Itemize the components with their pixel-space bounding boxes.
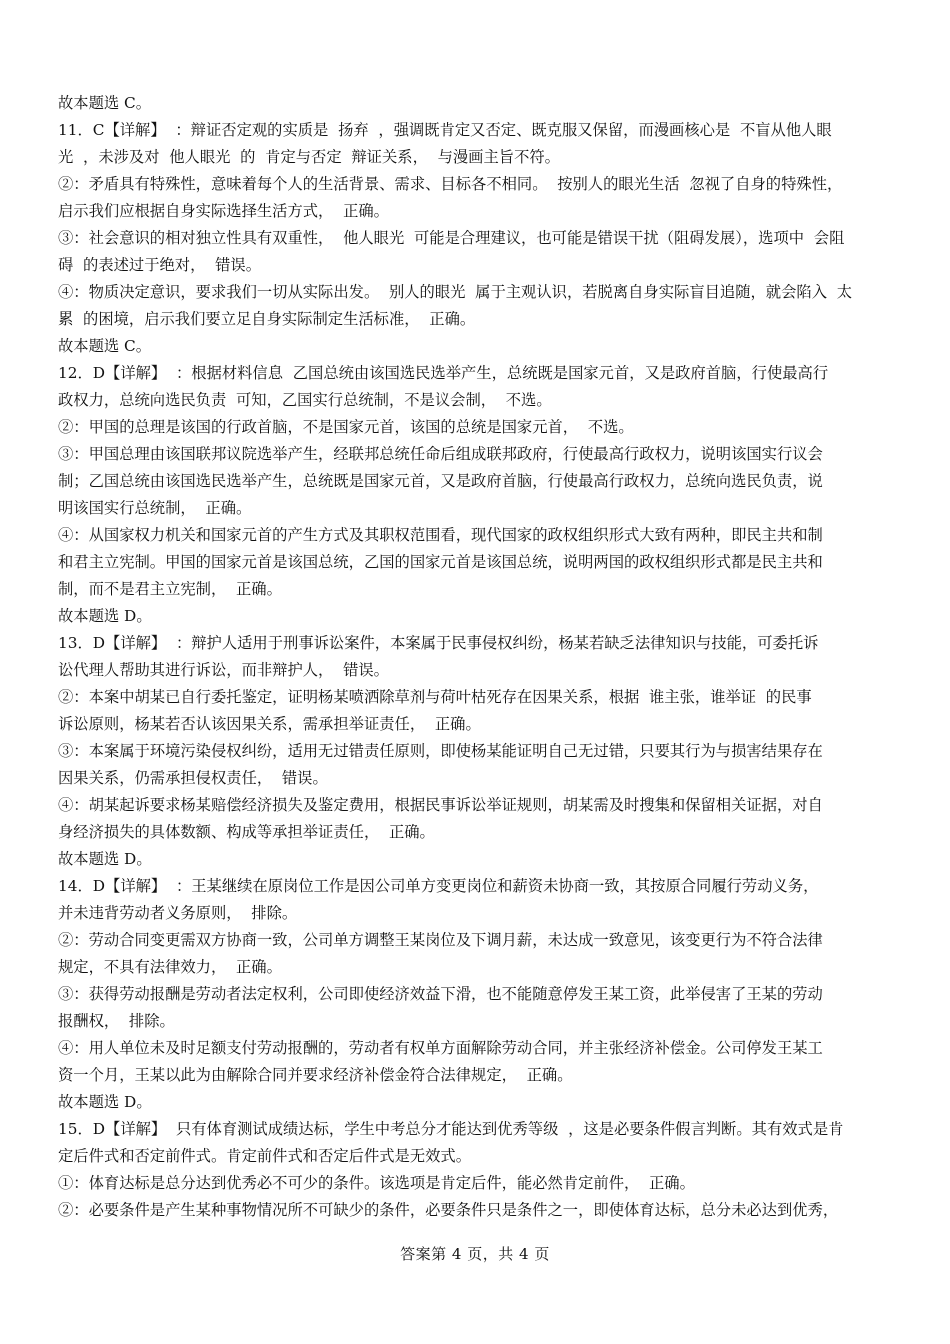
text-line: ④：胡某起诉要求杨某赔偿经济损失及鉴定费用，根据民事诉讼举证规则，胡某需及时搜集和保留相关证据，对自 bbox=[58, 796, 823, 814]
text-line: 规定，不具有法律效力， 正确。 bbox=[58, 958, 282, 976]
text-line: 政权力，总统向选民负责 可知，乙国实行总统制，不是议会制， 不选。 bbox=[58, 391, 552, 409]
text-line: 制，而不是君主立宪制， 正确。 bbox=[58, 580, 282, 598]
text-line: 碍 的表述过于绝对， 错误。 bbox=[58, 256, 262, 274]
text-line: 因果关系，仍需承担侵权责任， 错误。 bbox=[58, 769, 328, 787]
text-line: 故本题选 D。 bbox=[58, 850, 152, 868]
page-footer: 答案第 4 页，共 4 页 bbox=[400, 1245, 550, 1263]
text-line: 并未违背劳动者义务原则， 排除。 bbox=[58, 904, 298, 922]
text-line: 制；乙国总统由该国选民选举产生，总统既是国家元首，又是政府首脑，行使最高行政权力，总统向选民负责，说 bbox=[58, 472, 823, 490]
text-line: 故本题选 C。 bbox=[58, 94, 152, 112]
text-line: ④：从国家权力机关和国家元首的产生方式及其职权范围看，现代国家的政权组织形式大致有两种，即民主共和制 bbox=[58, 526, 823, 544]
text-line: 12．D【详解】 ：根据材料信息 乙国总统由该国选民选举产生，总统既是国家元首，又是政府首脑，行使最高行 bbox=[58, 364, 829, 382]
text-line: 讼代理人帮助其进行诉讼，而非辩护人， 错误。 bbox=[58, 661, 389, 679]
text-line: 光 ，未涉及对 他人眼光 的 肯定与否定 辩证关系， 与漫画主旨不符。 bbox=[58, 148, 560, 166]
text-line: 身经济损失的具体数额、构成等承担举证责任， 正确。 bbox=[58, 823, 435, 841]
text-line: ③：甲国总理由该国联邦议院选举产生，经联邦总统任命后组成联邦政府，行使最高行政权力，说明该国实行议会 bbox=[58, 445, 823, 463]
text-line: ②：矛盾具有特殊性，意味着每个人的生活背景、需求、目标各不相同。 按别人的眼光生活 忽视了自身的特殊性， bbox=[58, 175, 843, 193]
text-line: 13．D【详解】 ：辩护人适用于刑事诉讼案件，本案属于民事侵权纠纷，杨某若缺乏法律知识与技能，可委托诉 bbox=[58, 634, 819, 652]
text-line: ②：甲国的总理是该国的行政首脑，不是国家元首，该国的总统是国家元首， 不选。 bbox=[58, 418, 634, 436]
text-line: ④：物质决定意识，要求我们一切从实际出发。 别人的眼光 属于主观认识，若脱离自身实际盲目追随，就会陷入 太 bbox=[58, 283, 853, 301]
text-line: 故本题选 D。 bbox=[58, 607, 152, 625]
text-line: 14．D【详解】 ：王某继续在原岗位工作是因公司单方变更岗位和薪资未协商一致，其按原合同履行劳动义务， bbox=[58, 877, 819, 895]
text-line: ③：获得劳动报酬是劳动者法定权利，公司即使经济效益下滑，也不能随意停发王某工资，此举侵害了王某的劳动 bbox=[58, 985, 823, 1003]
text-line: ②：本案中胡某已自行委托鉴定，证明杨某喷洒除草剂与荷叶枯死存在因果关系，根据 谁主张，谁举证 的民事 bbox=[58, 688, 812, 706]
text-line: ②：必要条件是产生某种事物情况所不可缺少的条件，必要条件只是条件之一，即使体育达标，总分未必达到优秀， bbox=[58, 1201, 839, 1219]
text-line: 报酬权， 排除。 bbox=[58, 1012, 175, 1030]
text-line: 故本题选 C。 bbox=[58, 337, 152, 355]
text-line: 资一个月，王某以此为由解除合同并要求经济补偿金符合法律规定， 正确。 bbox=[58, 1066, 573, 1084]
text-line: ②：劳动合同变更需双方协商一致，公司单方调整王某岗位及下调月薪，未达成一致意见，该变更行为不符合法律 bbox=[58, 931, 823, 949]
text-line: 启示我们应根据自身实际选择生活方式， 正确。 bbox=[58, 202, 389, 220]
text-line: 15．D【详解】 只有体育测试成绩达标，学生中考总分才能达到优秀等级 ，这是必要条件假言判断。其有效式是肯 bbox=[58, 1120, 844, 1138]
text-line: 定后件式和否定前件式。肯定前件式和否定后件式是无效式。 bbox=[58, 1147, 472, 1165]
document-body bbox=[58, 90, 908, 1224]
text-line: ④：用人单位未及时足额支付劳动报酬的，劳动者有权单方面解除劳动合同，并主张经济补偿金。公司停发王某工 bbox=[58, 1039, 823, 1057]
text-line: 累 的困境，启示我们要立足自身实际制定生活标准， 正确。 bbox=[58, 310, 476, 328]
text-line: ③：社会意识的相对独立性具有双重性， 他人眼光 可能是合理建议，也可能是错误干扰（阻碍发展），选项中 会阻 bbox=[58, 229, 845, 247]
text-line: 故本题选 D。 bbox=[58, 1093, 152, 1111]
text-line: 和君主立宪制。甲国的国家元首是该国总统，乙国的国家元首是该国总统，说明两国的政权组织形式都是民主共和 bbox=[58, 553, 823, 571]
text-line: ③：本案属于环境污染侵权纠纷，适用无过错责任原则，即使杨某能证明自己无过错，只要其行为与损害结果存在 bbox=[58, 742, 823, 760]
text-line: ①：体育达标是总分达到优秀必不可少的条件。该选项是肯定后件，能必然肯定前件， 正确。 bbox=[58, 1174, 695, 1192]
text-line: 诉讼原则，杨某若否认该因果关系，需承担举证责任， 正确。 bbox=[58, 715, 481, 733]
text-line: 11．C【详解】 ：辩证否定观的实质是 扬弃 ，强调既肯定又否定、既克服又保留，而漫画核心是 不盲从他人眼 bbox=[58, 121, 832, 139]
text-line: 明该国实行总统制， 正确。 bbox=[58, 499, 252, 517]
